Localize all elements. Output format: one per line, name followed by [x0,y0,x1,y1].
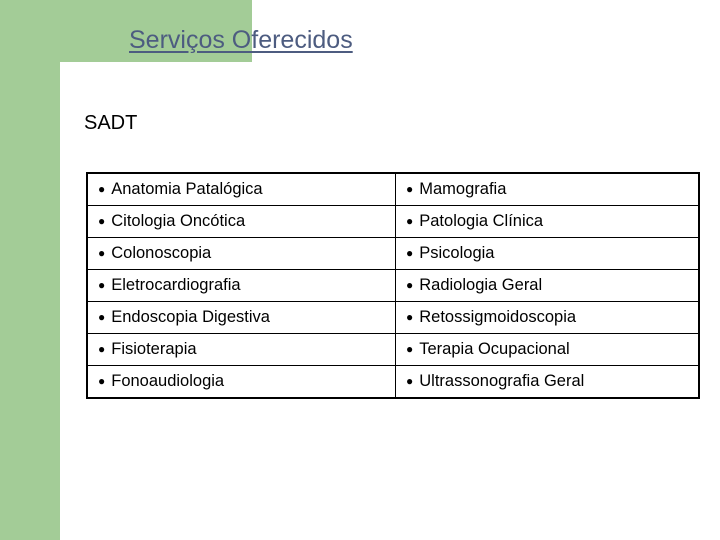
table-cell [87,173,396,206]
bullet-icon: ● [98,342,106,356]
table-row [87,302,699,334]
bullet-icon: ● [406,278,414,292]
table-row [87,206,699,238]
table-row [87,270,699,302]
table-row [87,173,699,206]
bullet-icon: ● [406,182,414,196]
table-cell [87,334,396,366]
service-name: Endoscopia Digestiva [111,308,270,326]
bullet-icon: ● [406,214,414,228]
bullet-icon: ● [98,214,106,228]
table-cell [87,270,396,302]
green-sidebar-band [0,0,60,540]
table-row [87,366,699,399]
slide-title: Serviços Oferecidos [129,26,353,54]
bullet-icon: ● [98,278,106,292]
service-name: Radiologia Geral [419,276,543,294]
section-heading: SADT [84,112,138,134]
service-name: Colonoscopia [111,244,212,262]
bullet-icon: ● [406,310,414,324]
service-name: Terapia Ocupacional [419,340,570,358]
table-cell [396,270,700,302]
service-name: Ultrassonografia Geral [419,372,585,390]
bullet-icon: ● [406,342,414,356]
service-name: Fonoaudiologia [111,372,225,390]
table-cell [396,366,700,399]
bullet-icon: ● [406,246,414,260]
table-cell [396,334,700,366]
service-name: Anatomia Patalógica [111,180,263,198]
table-row [87,334,699,366]
bullet-icon: ● [98,246,106,260]
bullet-icon: ● [98,374,106,388]
service-name: Retossigmoidoscopia [419,308,577,326]
table-cell [87,206,396,238]
service-name: Patologia Clínica [419,212,544,230]
table-cell [87,366,396,399]
bullet-icon: ● [98,310,106,324]
service-name: Eletrocardiografia [111,276,241,294]
table-cell [396,302,700,334]
bullet-icon: ● [98,182,106,196]
bullet-icon: ● [406,374,414,388]
table-cell [396,173,700,206]
services-table [86,172,700,399]
table-cell [87,302,396,334]
table-row [87,238,699,270]
service-name: Citologia Oncótica [111,212,246,230]
table-cell [396,206,700,238]
table-cell [396,238,700,270]
service-name: Psicologia [419,244,495,262]
service-name: Fisioterapia [111,340,197,358]
table-cell [87,238,396,270]
service-name: Mamografia [419,180,507,198]
